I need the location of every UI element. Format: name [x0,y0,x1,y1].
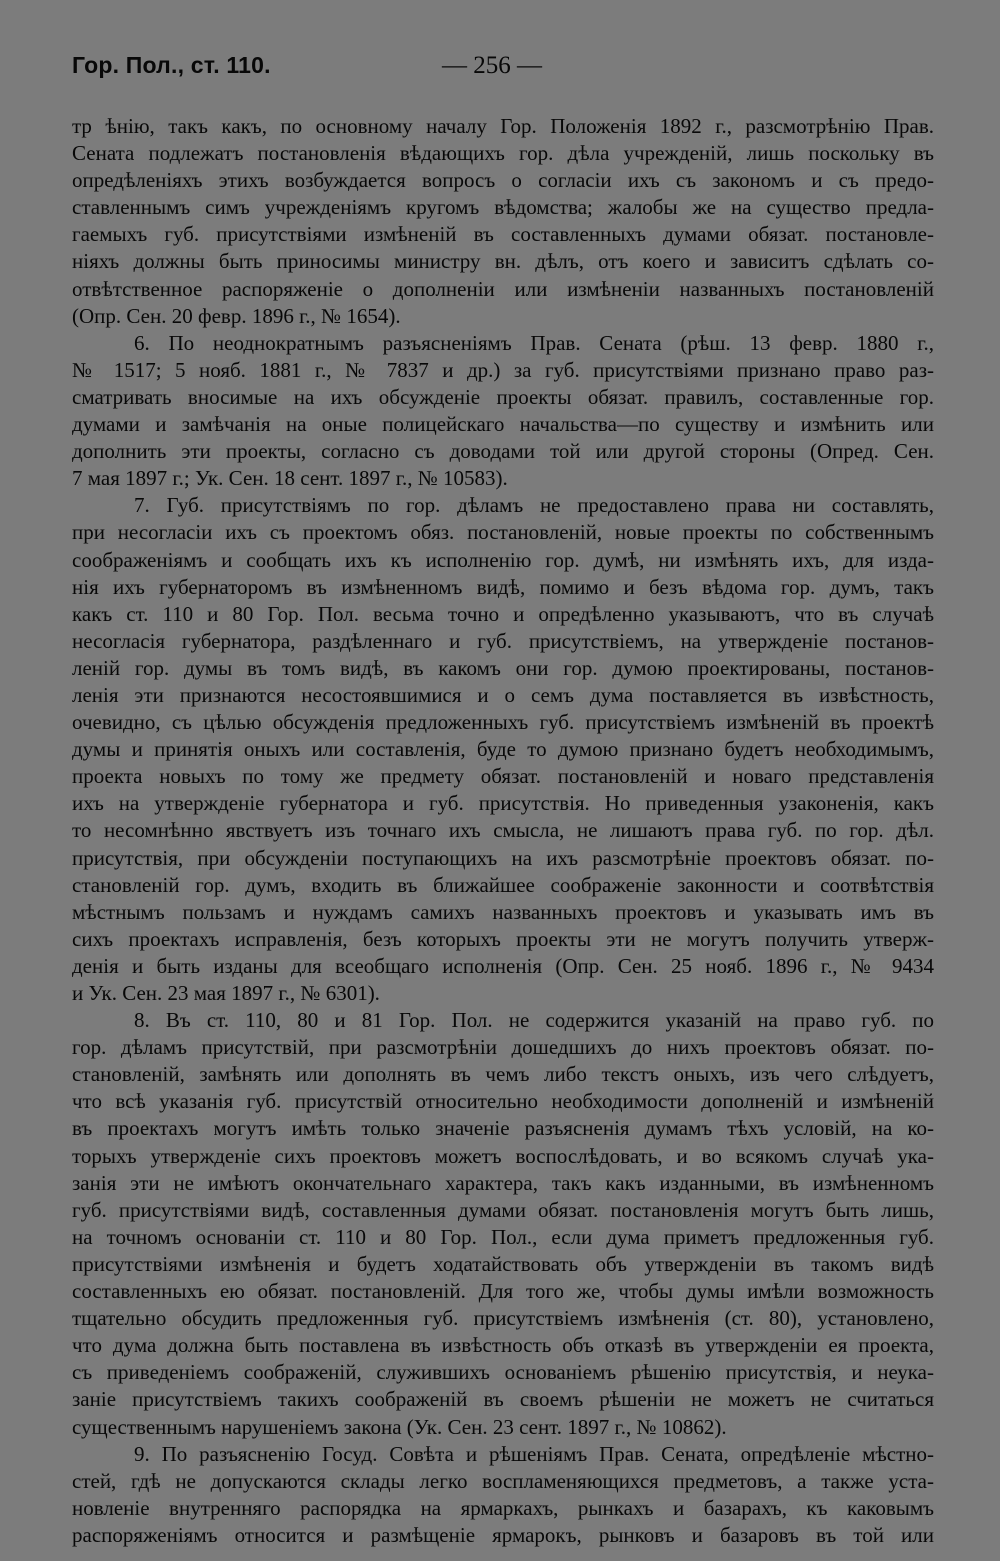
text-line: новленіе внутренняго распорядка на ярмаркахъ, рынкахъ и базарахъ, къ каковымъ [72,1495,934,1520]
text-line: какъ ст. 110 и 80 Гор. Пол. весьма точно и опредѣленно указываютъ, что въ случаѣ [72,601,934,626]
text-line: составленныхъ ею обязат. постановленій. Для того же, чтобы думы имѣли возможность [72,1279,934,1304]
text-line: отвѣтственное распоряженіе о дополненіи или измѣненіи названныхъ постановленій [72,276,934,301]
text-line: ставленнымъ симъ учрежденіямъ кругомъ вѣдомства; жалобы же на существо предла- [72,195,934,220]
text-line: Сената подлежатъ постановленія вѣдающихъ гор. дѣла учрежденій, лишь поскольку въ [72,141,934,166]
text-line: гаемыхъ губ. присутствіями измѣненій въ составленныхъ думами обязат. постановле- [72,222,934,247]
text-line: думами и замѣчанія на оные полицейскаго начальства—по существу и измѣнить или [72,412,934,437]
text-line: съ приведеніемъ соображеній, служившихъ основаніемъ рѣшенію присутствія, и неука- [72,1360,934,1385]
text-line: при несогласіи ихъ съ проектомъ обяз. постановленій, новые проекты по собственнымъ [72,520,934,545]
text-line: ніяхъ должны быть приносимы министру вн. дѣлъ, отъ коего и зависитъ сдѣлать со- [72,249,934,274]
text-line: торыхъ утвержденіе сихъ проектовъ можетъ воспослѣдовать, и во всякомъ случаѣ ука- [72,1143,934,1168]
text-line: что всѣ указанія губ. присутствій относительно необходимости дополненій и измѣненій [72,1089,934,1114]
text-line: денія и быть изданы для всеобщаго исполненія (Опр. Сен. 25 нояб. 1896 г., № 9434 [72,953,934,978]
text-line: тщательно обсудить предложенныя губ. присутствіемъ измѣненія (ст. 80), установлено, [72,1306,934,1331]
running-head: Гор. Пол., ст. 110. [72,52,271,78]
body-text [72,113,934,1549]
text-line: ленія эти признаются несостоявшимися и о семъ дума поставляется въ извѣстность, [72,682,934,707]
text-line: (Опр. Сен. 20 февр. 1896 г., № 1654). [72,303,401,328]
page-header [72,52,928,88]
text-line: становленій гор. думъ, входить въ ближайшее соображеніе законности и соотвѣтствія [72,872,934,897]
text-line: нія ихъ губернаторомъ въ измѣненномъ видѣ, помимо и безъ вѣдома гор. думъ, такъ [72,574,934,599]
text-line: то несомнѣнно явствуетъ изъ точнаго ихъ смысла, не лишаютъ права губ. по гор. дѣл. [72,818,934,843]
text-line: соображеніямъ и сообщать ихъ къ исполненію гор. думѣ, ни измѣнять ихъ, для изда- [72,547,934,572]
text-line: тр ѣнію, такъ какъ, по основному началу Гор. Положенія 1892 г., разсмотрѣнію Прав. [72,114,934,138]
page-number: — 256 — [442,52,542,79]
text-line: очевидно, съ цѣлью обсужденія предложенныхъ губ. присутствіемъ измѣненій въ проектѣ [72,710,934,735]
text-line: на точномъ основаніи ст. 110 и 80 Гор. Пол., если дума приметъ предложенныя губ. [72,1224,934,1249]
text-line: 7. Губ. присутствіямъ по гор. дѣламъ не предоставлено права ни составлять, [134,493,934,518]
text-line: 6. По неоднократнымъ разъясненіямъ Прав. Сената (рѣш. 13 февр. 1880 г., [134,330,934,355]
text-line: присутствія, при обсужденіи поступающихъ на ихъ разсмотрѣніе проектовъ обязат. по- [72,845,934,870]
text-line: дополнить эти проекты, согласно съ доводами той или другой стороны (Опред. Сен. [72,439,934,464]
text-line: и Ук. Сен. 23 мая 1897 г., № 6301). [72,981,380,1005]
text-line: проекта новыхъ по тому же предмету обязат. постановленій и новаго представленія [72,764,934,789]
text-line: въ проектахъ могутъ имѣть только значеніе разъясненія думамъ тѣхъ условій, на ко- [72,1116,934,1141]
text-line: мѣстнымъ пользамъ и нуждамъ самихъ названныхъ проектовъ и указывать имъ въ [72,899,934,924]
text-line: заніе присутствіемъ такихъ соображеній въ своемъ рѣшеніи не можетъ не считаться [72,1387,934,1412]
text-line: опредѣленіяхъ этихъ возбуждается вопросъ о согласіи ихъ съ закономъ и съ предо- [72,168,934,193]
text-line: становленій, замѣнять или дополнять въ чемъ либо текстъ оныхъ, изъ чего слѣдуетъ, [72,1062,934,1087]
text-line: стей, гдѣ не допускаются склады легко воспламеняющихся предметовъ, а также уста- [72,1468,934,1493]
text-line: сихъ проектахъ исправленія, безъ которыхъ проекты эти не могутъ получить утверж- [72,926,934,951]
text-line: существеннымъ нарушеніемъ закона (Ук. Сен. 23 сент. 1897 г., № 10862). [72,1414,727,1439]
text-line: занія эти не имѣютъ окончательнаго характера, такъ какъ изданными, въ измѣненномъ [72,1170,934,1195]
text-line: сматривать вносимые на ихъ обсужденіе проекты обязат. правилъ, составленные гор. [72,384,934,409]
text-line: 8. Въ ст. 110, 80 и 81 Гор. Пол. не содержится указаній на право губ. по [134,1008,934,1033]
text-line: ихъ на утвержденіе губернатора и губ. присутствія. Но приведенныя узаконенія, какъ [72,791,934,816]
text-line: присутствіями измѣненія и будетъ ходатайствовать объ утвержденіи въ такомъ видѣ [72,1251,934,1276]
text-line: 9. По разъясненію Госуд. Совѣта и рѣшеніямъ Прав. Сената, опредѣленіе мѣстно- [134,1441,934,1466]
text-line: распоряженіямъ относится и размѣщеніе ярмарокъ, рынковъ и базаровъ въ той или [72,1522,934,1547]
text-line: леній гор. думы въ томъ видѣ, въ какомъ они гор. думою проектированы, постанов- [72,655,934,680]
text-line: 7 мая 1897 г.; Ук. Сен. 18 сент. 1897 г., № 10583). [72,466,508,491]
text-line: гор. дѣламъ присутствій, при разсмотрѣніи дошедшихъ до нихъ проектовъ обязат. по- [72,1035,934,1060]
text-line: что дума должна быть поставлена въ извѣстность объ отказѣ въ утвержденіи ея проекта, [72,1333,934,1358]
text-line: думы и принятія оныхъ или составленія, буде то думою признано будетъ необходимымъ, [72,737,934,762]
text-line: несогласія губернатора, раздѣленнаго и губ. присутствіемъ, на утвержденіе постанов- [72,628,934,653]
text-line: № 1517; 5 нояб. 1881 г., № 7837 и др.) за губ. присутствіями признано право раз- [72,357,934,382]
text-line: губ. присутствіями видѣ, составленныя думами обязат. постановленія могутъ быть лишь, [72,1197,934,1222]
